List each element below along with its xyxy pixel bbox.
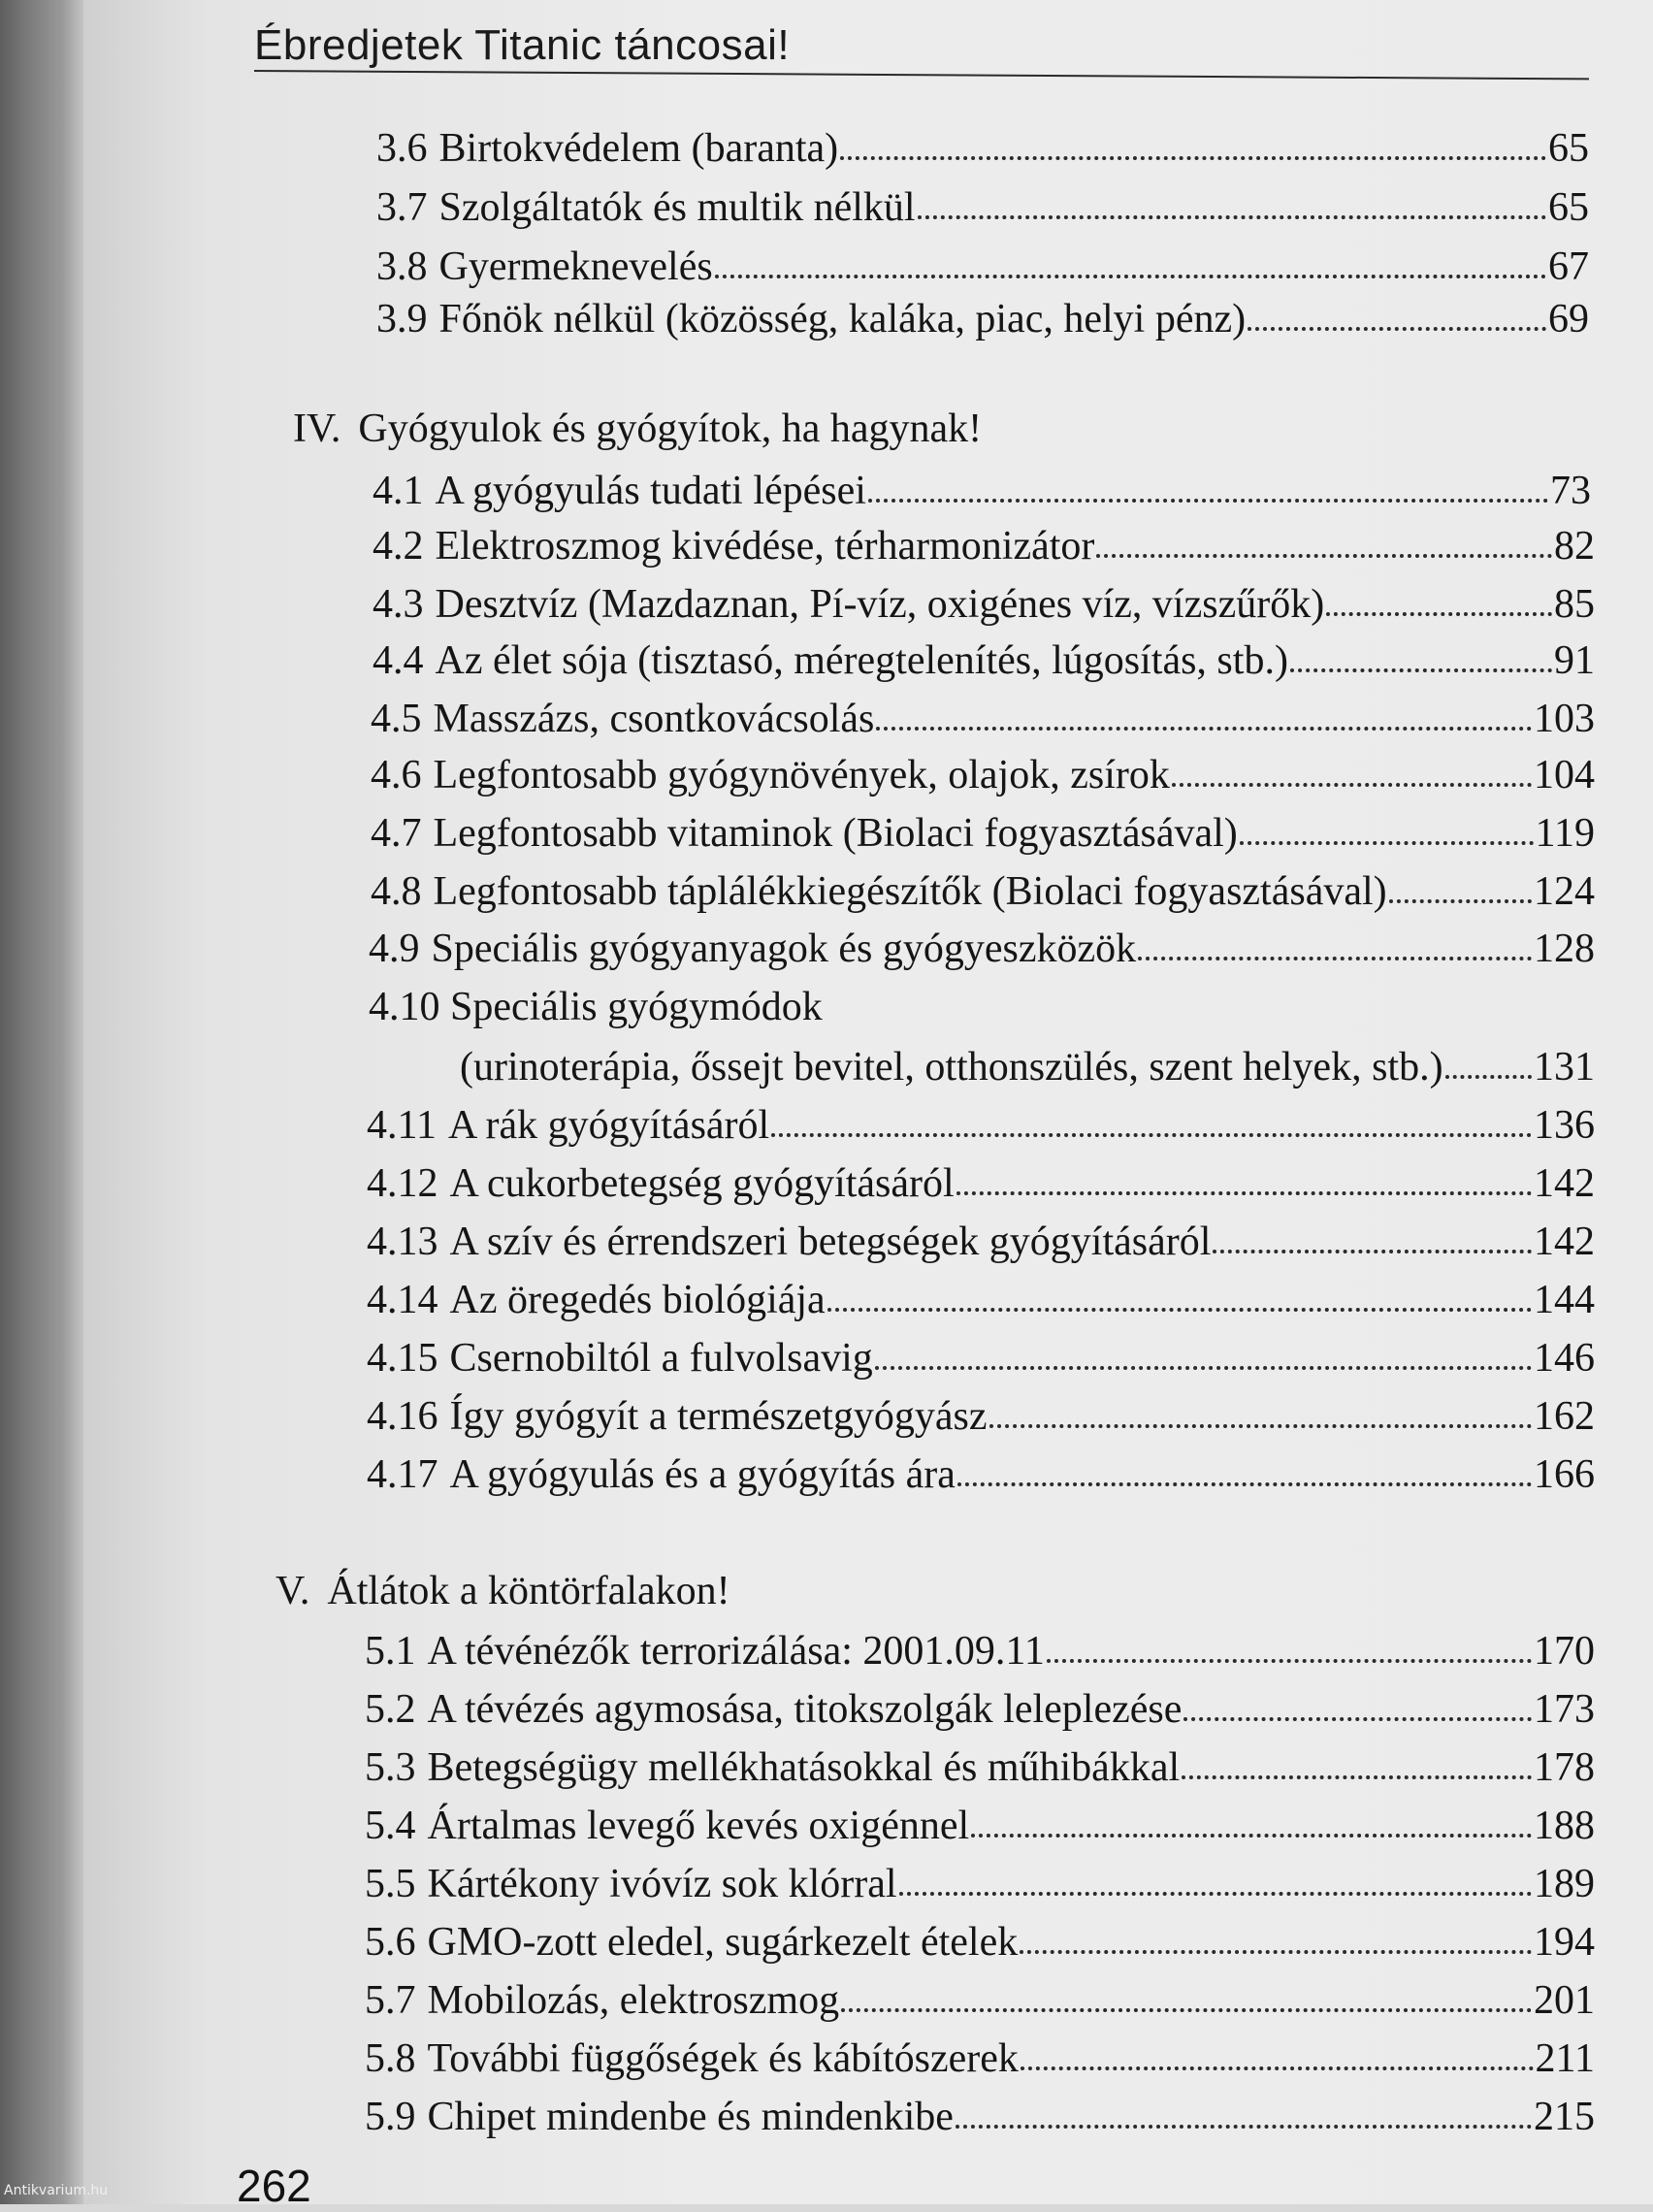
dot-leader [918,215,1546,219]
toc-entry [365,1626,1595,1676]
toc-entry-label: Gyermeknevelés [438,244,713,289]
toc-entry-page: 128 [1534,927,1595,971]
toc-entry [365,1917,1595,1968]
toc-entry-page: 104 [1534,753,1595,797]
chapter-heading [276,1566,730,1616]
chapter-title: Átlátok a köntörfalakon! [327,1569,730,1613]
toc-entry [365,2033,1595,2084]
toc-entry [376,182,1589,233]
toc-entry-number: 3.6 [376,126,428,171]
toc-entry-number: 5.5 [365,1862,416,1906]
chapter-numeral: V. [276,1569,310,1613]
page-number: 262 [237,2161,311,2211]
watermark: Antikvarium.hu [4,2183,109,2198]
toc-entry [373,466,1591,516]
toc-entry-label: A tévézés agymosása, titokszolgák leleplezése [427,1687,1183,1732]
toc-entry-number: 4.11 [367,1103,437,1148]
toc-entry-label: Szolgáltatók és multik nélkül [438,185,916,230]
toc-entry-label: Így gyógyít a természetgyógyász [449,1394,988,1439]
toc-entry-number: 4.2 [373,524,424,569]
toc-entry-label: Chipet mindenbe és mindenkibe [427,2095,954,2139]
dot-leader [956,1191,1532,1195]
toc-entry-number: 4.12 [367,1161,438,1206]
toc-entry-label: Desztvíz (Mazdaznan, Pí-víz, oxigénes víz, vízszűrők) [435,582,1325,627]
toc-entry-page: 173 [1534,1687,1595,1732]
toc-entry [376,294,1589,344]
dot-leader [1445,1075,1532,1079]
toc-entry-label: A tévénézők terrorizálása: 2001.09.11 [427,1629,1045,1674]
toc-entry-number: 4.5 [371,697,422,741]
toc-entry-page: 146 [1534,1336,1595,1381]
toc-entry-number: 4.14 [367,1278,438,1322]
dot-leader [841,2008,1532,2012]
dot-leader [1172,783,1532,787]
toc-entry-number: 4.15 [367,1336,438,1381]
toc-entry [365,1742,1595,1793]
toc-entry [367,1449,1595,1500]
toc-entry-label: Mobilozás, elektroszmog [427,1978,840,2023]
toc-entry [367,1100,1595,1151]
toc-entry-label: Ártalmas levegő kevés oxigénnel [427,1804,970,1848]
toc-entry-page: 82 [1554,524,1595,569]
toc-entry [371,694,1595,744]
toc-entry [367,1333,1595,1383]
toc-entry-continuation [460,1042,1595,1092]
toc-entry-label: Kártékony ivóvíz sok klórral [427,1862,897,1906]
toc-entry-number: 3.8 [376,244,428,289]
dot-leader [1020,1950,1532,1954]
dot-leader [1047,1659,1532,1663]
toc-entry [376,242,1589,292]
dot-leader [1182,1775,1532,1779]
toc-entry-number: 5.8 [365,2036,416,2081]
toc-entry-page: 124 [1534,869,1595,914]
toc-entry-page: 215 [1534,2095,1595,2139]
toc-entry-number: 5.7 [365,1978,416,2023]
toc-entry [365,2092,1595,2142]
toc-entry [376,123,1589,174]
toc-entry-label: Csernobiltól a fulvolsavig [449,1336,873,1381]
toc-entry [365,1684,1595,1735]
toc-entry-number: 4.17 [367,1452,438,1497]
toc-entry [367,1158,1595,1209]
toc-entry-label: A rák gyógyításáról [447,1103,770,1148]
toc-entry-page: 103 [1534,697,1595,741]
dot-leader [1248,327,1546,331]
toc-entry-page: 85 [1554,582,1595,627]
book-spine [0,0,83,2204]
toc-entry [371,866,1595,917]
dot-leader [876,727,1532,731]
toc-entry-number: 3.9 [376,297,428,342]
dot-leader [1389,899,1532,903]
toc-entry-label: A gyógyulás tudati lépései [435,469,866,513]
dot-leader [1326,612,1552,616]
toc-entry-label: Masszázs, csontkovácsolás [433,697,875,741]
dot-leader [1240,841,1534,845]
toc-entry-number: 5.3 [365,1745,416,1790]
toc-entry-label: Elektroszmog kivédése, térharmonizátor [435,524,1095,569]
dot-leader [956,2125,1532,2129]
dot-leader [715,275,1546,278]
running-header: Ébredjetek Titanic táncosai! [254,21,791,69]
toc-entry [365,1975,1595,2026]
toc-entry-page: 65 [1548,126,1589,171]
toc-entry-number: 5.6 [365,1920,416,1965]
toc-entry-label-continuation: (urinoterápia, őssejt bevitel, otthonszülés, szent helyek, stb.) [460,1045,1443,1090]
toc-entry-label: A cukorbetegség gyógyításáról [449,1161,955,1206]
dot-leader [957,1482,1532,1486]
toc-entry-page: 73 [1550,469,1591,513]
toc-entry-number: 4.13 [367,1220,438,1264]
toc-entry-label: Az élet sója (tisztasó, méregtelenítés, lúgosítás, stb.) [435,638,1288,683]
chapter-title: Gyógyulok és gyógyítok, ha hagynak! [358,407,983,451]
toc-entry-page: 131 [1534,1045,1595,1090]
toc-entry [367,1391,1595,1442]
dot-leader [840,156,1546,160]
toc-entry [373,521,1595,571]
toc-entry [365,1801,1595,1851]
toc-entry-page: 189 [1534,1862,1595,1906]
toc-entry-page: 211 [1535,2036,1595,2081]
toc-entry-page: 166 [1534,1452,1595,1497]
toc-entry-label: A gyógyulás és a gyógyítás ára [449,1452,956,1497]
dot-leader [771,1133,1532,1137]
toc-entry [371,808,1595,859]
dot-leader [1213,1250,1532,1253]
toc-entry-number: 5.4 [365,1804,416,1848]
toc-entry-number: 4.16 [367,1394,438,1439]
toc-entry-page: 91 [1554,638,1595,683]
dot-leader [899,1892,1532,1896]
toc-entry-page: 119 [1535,811,1595,856]
toc-entry-number: 3.7 [376,185,428,230]
toc-entry-number: 4.8 [371,869,422,914]
toc-entry-page: 69 [1548,297,1589,342]
toc-entry-page: 162 [1534,1394,1595,1439]
dot-leader [827,1308,1532,1312]
toc-entry-number: 5.1 [365,1629,416,1674]
toc-entry [373,579,1595,630]
toc-entry-page: 142 [1534,1161,1595,1206]
toc-entry-label: A szív és érrendszeri betegségek gyógyításáról [449,1220,1212,1264]
toc-entry-label: Betegségügy mellékhatásokkal és műhibákkal [427,1745,1181,1790]
toc-entry [367,1217,1595,1267]
toc-entry-number: 4.9 [369,927,420,971]
toc-entry-number: 4.10 [369,985,440,1029]
toc-entry-page: 144 [1534,1278,1595,1322]
toc-entry-page: 201 [1534,1978,1595,2023]
toc-entry-number: 4.1 [373,469,424,513]
toc-entry [369,924,1595,974]
dot-leader [1021,2066,1534,2070]
dot-leader [971,1834,1532,1838]
dot-leader [1183,1717,1532,1721]
toc-entry-label: Főnök nélkül (közösség, kaláka, piac, helyi pénz) [438,297,1247,342]
toc-entry [371,750,1595,800]
toc-entry-multiline [369,982,823,1032]
toc-entry-label: GMO-zott eledel, sugárkezelt ételek [427,1920,1019,1965]
toc-entry-page: 65 [1548,185,1589,230]
chapter-numeral: IV. [293,407,341,451]
toc-entry-page: 188 [1534,1804,1595,1848]
dot-leader [989,1424,1533,1428]
toc-entry-page: 67 [1548,244,1589,289]
toc-entry-label: Legfontosabb gyógynövények, olajok, zsírok [433,753,1170,797]
toc-entry-label: Az öregedés biológiája [449,1278,826,1322]
dot-leader [875,1366,1532,1370]
dot-leader [1290,668,1552,672]
toc-entry-number: 5.9 [365,2095,416,2139]
dot-leader [1096,554,1552,558]
toc-entry-label: További függőségek és kábítószerek [427,2036,1019,2081]
toc-entry-label: Speciális gyógyanyagok és gyógyeszközök [431,927,1137,971]
chapter-heading [293,404,982,454]
toc-entry-label: Legfontosabb vitaminok (Biolaci fogyasztásával) [433,811,1238,856]
toc-entry-page: 178 [1534,1745,1595,1790]
toc-entry-number: 4.6 [371,753,422,797]
toc-entry-label: Birtokvédelem (baranta) [438,126,839,171]
toc-entry [367,1275,1595,1325]
toc-entry-page: 194 [1534,1920,1595,1965]
toc-entry [365,1859,1595,1909]
toc-entry-page: 170 [1534,1629,1595,1674]
dot-leader [868,499,1548,503]
toc-entry-page: 136 [1534,1103,1595,1148]
toc-entry [373,635,1595,686]
toc-entry-number: 5.2 [365,1687,416,1732]
toc-entry-label: Speciális gyógymódok [450,985,823,1029]
toc-entry-label: Legfontosabb táplálékkiegészítők (Biolaci fogyasztásával) [433,869,1387,914]
toc-entry-number: 4.7 [371,811,422,856]
toc-entry-number: 4.4 [373,638,424,683]
dot-leader [1138,957,1532,960]
toc-entry-page: 142 [1534,1220,1595,1264]
toc-entry-number: 4.3 [373,582,424,627]
